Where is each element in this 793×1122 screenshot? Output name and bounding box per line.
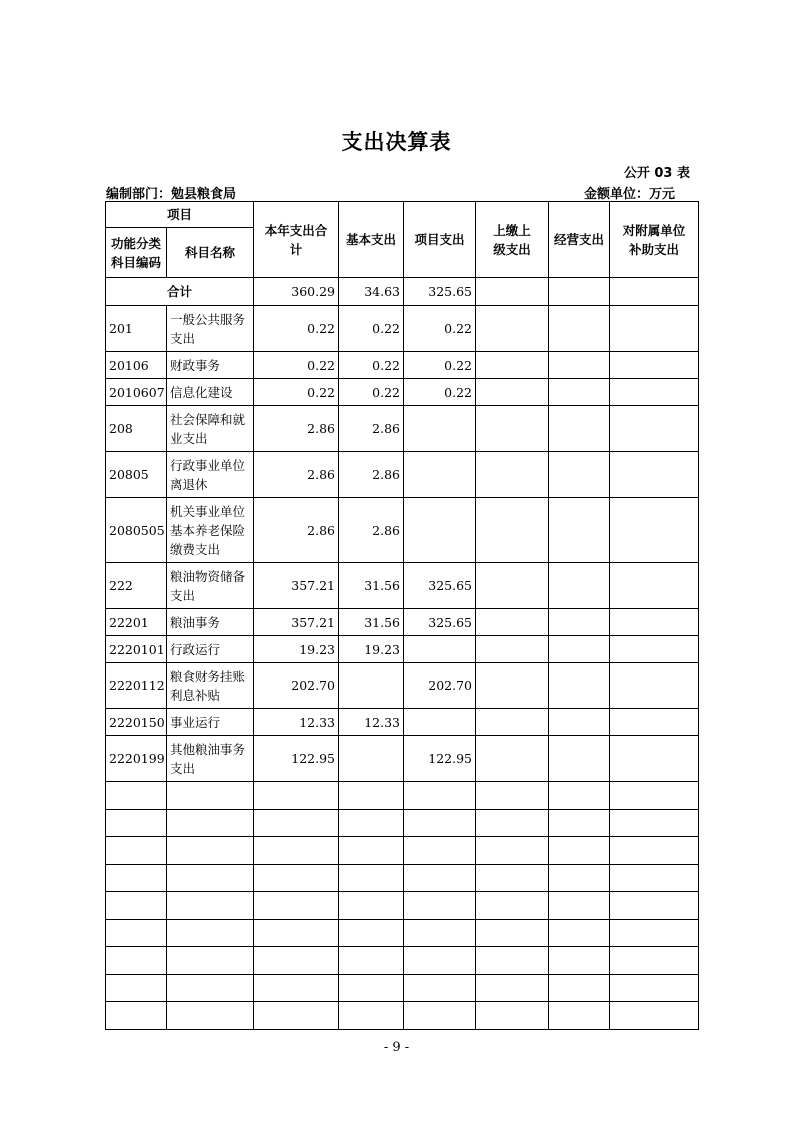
empty-cell [610, 1002, 699, 1030]
total-row [106, 278, 699, 306]
empty-cell [106, 864, 167, 892]
total-cell: 357.21 [254, 563, 339, 609]
empty-row [106, 837, 699, 865]
business-cell [549, 306, 610, 352]
header-basic: 基本支出 [339, 202, 404, 278]
basic-cell: 34.63 [339, 278, 404, 306]
empty-cell [610, 919, 699, 947]
empty-row [106, 947, 699, 975]
empty-cell [167, 782, 254, 810]
empty-cell [167, 809, 254, 837]
empty-cell [106, 837, 167, 865]
upper-cell [476, 736, 549, 782]
empty-cell [254, 919, 339, 947]
empty-cell [549, 809, 610, 837]
header-total: 本年支出合计 [254, 202, 339, 278]
empty-cell [476, 837, 549, 865]
table-row [106, 306, 699, 352]
subsidiary-cell [610, 636, 699, 663]
upper-cell [476, 406, 549, 452]
upper-cell [476, 379, 549, 406]
page-number: - 9 - [383, 1040, 410, 1055]
empty-cell [167, 864, 254, 892]
empty-cell [549, 892, 610, 920]
subsidiary-cell [610, 736, 699, 782]
project-cell [404, 636, 476, 663]
empty-cell [106, 1002, 167, 1030]
form-number: 公开 03 表 [623, 166, 690, 181]
code-cell: 2220199 [106, 736, 167, 782]
empty-cell [476, 892, 549, 920]
code-cell: 20805 [106, 452, 167, 498]
empty-cell [167, 837, 254, 865]
empty-cell [167, 892, 254, 920]
code-cell: 201 [106, 306, 167, 352]
project-cell: 202.70 [404, 663, 476, 709]
project-cell [404, 709, 476, 736]
business-cell [549, 663, 610, 709]
name-cell: 机关事业单位基本养老保险缴费支出 [167, 498, 254, 563]
header-upper: 上缴上级支出 [476, 202, 549, 278]
name-cell: 社会保障和就业支出 [167, 406, 254, 452]
empty-cell [404, 974, 476, 1002]
empty-cell [404, 782, 476, 810]
empty-cell [404, 947, 476, 975]
name-cell: 信息化建设 [167, 379, 254, 406]
header-project-expenditure: 项目支出 [404, 202, 476, 278]
empty-cell [339, 782, 404, 810]
upper-cell [476, 636, 549, 663]
empty-cell [106, 947, 167, 975]
upper-cell [476, 278, 549, 306]
table-row [106, 352, 699, 379]
empty-cell [404, 809, 476, 837]
business-cell [549, 563, 610, 609]
empty-cell [167, 919, 254, 947]
table-row [106, 609, 699, 636]
code-cell: 20106 [106, 352, 167, 379]
empty-cell [254, 809, 339, 837]
project-cell: 0.22 [404, 306, 476, 352]
total-cell: 12.33 [254, 709, 339, 736]
business-cell [549, 278, 610, 306]
project-cell [404, 406, 476, 452]
basic-cell: 0.22 [339, 352, 404, 379]
empty-cell [476, 974, 549, 1002]
basic-cell: 2.86 [339, 406, 404, 452]
empty-cell [404, 892, 476, 920]
empty-cell [106, 974, 167, 1002]
code-cell: 2220112 [106, 663, 167, 709]
business-cell [549, 406, 610, 452]
empty-cell [476, 947, 549, 975]
empty-cell [339, 809, 404, 837]
subsidiary-cell [610, 563, 699, 609]
code-cell: 2220101 [106, 636, 167, 663]
total-cell: 122.95 [254, 736, 339, 782]
empty-cell [339, 919, 404, 947]
empty-cell [404, 1002, 476, 1030]
header-name: 科目名称 [167, 228, 254, 278]
total-cell: 2.86 [254, 406, 339, 452]
empty-cell [610, 892, 699, 920]
project-cell: 122.95 [404, 736, 476, 782]
empty-cell [549, 947, 610, 975]
upper-cell [476, 663, 549, 709]
empty-cell [167, 1002, 254, 1030]
subsidiary-cell [610, 306, 699, 352]
business-cell [549, 636, 610, 663]
name-cell: 粮油物资储备支出 [167, 563, 254, 609]
basic-cell [339, 663, 404, 709]
code-cell: 222 [106, 563, 167, 609]
empty-cell [404, 864, 476, 892]
basic-cell: 2.86 [339, 498, 404, 563]
upper-cell [476, 452, 549, 498]
empty-cell [254, 864, 339, 892]
project-cell [404, 498, 476, 563]
business-cell [549, 709, 610, 736]
empty-cell [339, 947, 404, 975]
upper-cell [476, 498, 549, 563]
name-cell: 行政运行 [167, 636, 254, 663]
empty-cell [610, 782, 699, 810]
empty-cell [549, 974, 610, 1002]
table-row [106, 736, 699, 782]
subsidiary-cell [610, 498, 699, 563]
empty-cell [106, 919, 167, 947]
basic-cell: 31.56 [339, 609, 404, 636]
total-cell: 0.22 [254, 352, 339, 379]
table-row [106, 709, 699, 736]
empty-cell [610, 947, 699, 975]
empty-cell [476, 864, 549, 892]
empty-row [106, 892, 699, 920]
total-cell: 2.86 [254, 498, 339, 563]
upper-cell [476, 563, 549, 609]
total-cell: 0.22 [254, 379, 339, 406]
empty-cell [476, 919, 549, 947]
empty-cell [610, 809, 699, 837]
table-row [106, 663, 699, 709]
empty-row [106, 974, 699, 1002]
subsidiary-cell [610, 379, 699, 406]
total-cell: 2.86 [254, 452, 339, 498]
project-cell: 325.65 [404, 278, 476, 306]
empty-cell [476, 809, 549, 837]
project-cell: 325.65 [404, 609, 476, 636]
header-business: 经营支出 [549, 202, 610, 278]
empty-cell [254, 947, 339, 975]
empty-row [106, 809, 699, 837]
header-subsidiary: 对附属单位补助支出 [610, 202, 699, 278]
project-cell: 0.22 [404, 379, 476, 406]
empty-cell [610, 974, 699, 1002]
empty-cell [476, 782, 549, 810]
empty-row [106, 1002, 699, 1030]
empty-cell [106, 809, 167, 837]
empty-cell [167, 947, 254, 975]
business-cell [549, 736, 610, 782]
total-cell: 0.22 [254, 306, 339, 352]
page-title: 支出决算表 [341, 130, 452, 154]
empty-cell [610, 864, 699, 892]
name-cell: 财政事务 [167, 352, 254, 379]
table-row [106, 452, 699, 498]
name-cell: 事业运行 [167, 709, 254, 736]
empty-cell [339, 1002, 404, 1030]
empty-cell [106, 782, 167, 810]
basic-cell: 2.86 [339, 452, 404, 498]
upper-cell [476, 609, 549, 636]
code-cell: 22201 [106, 609, 167, 636]
basic-cell: 31.56 [339, 563, 404, 609]
name-cell: 粮食财务挂账利息补贴 [167, 663, 254, 709]
name-cell: 粮油事务 [167, 609, 254, 636]
department-label: 编制部门：勉县粮食局 [106, 187, 237, 202]
table-row [106, 379, 699, 406]
empty-cell [404, 919, 476, 947]
empty-cell [167, 974, 254, 1002]
upper-cell [476, 352, 549, 379]
basic-cell: 0.22 [339, 306, 404, 352]
empty-cell [549, 919, 610, 947]
business-cell [549, 379, 610, 406]
business-cell [549, 452, 610, 498]
empty-cell [254, 1002, 339, 1030]
total-cell: 202.70 [254, 663, 339, 709]
header-project: 项目 [106, 202, 254, 228]
table-row [106, 563, 699, 609]
business-cell [549, 352, 610, 379]
code-cell: 2220150 [106, 709, 167, 736]
subsidiary-cell [610, 609, 699, 636]
empty-cell [339, 864, 404, 892]
project-cell [404, 452, 476, 498]
code-cell: 2010607 [106, 379, 167, 406]
empty-cell [254, 892, 339, 920]
upper-cell [476, 709, 549, 736]
empty-cell [254, 974, 339, 1002]
empty-row [106, 919, 699, 947]
empty-cell [106, 892, 167, 920]
empty-cell [339, 892, 404, 920]
empty-cell [254, 782, 339, 810]
basic-cell: 12.33 [339, 709, 404, 736]
business-cell [549, 609, 610, 636]
project-cell: 325.65 [404, 563, 476, 609]
empty-cell [339, 837, 404, 865]
empty-cell [549, 1002, 610, 1030]
name-cell: 行政事业单位离退休 [167, 452, 254, 498]
expenditure-table [105, 201, 699, 1030]
total-cell: 357.21 [254, 609, 339, 636]
project-cell: 0.22 [404, 352, 476, 379]
upper-cell [476, 306, 549, 352]
empty-row [106, 864, 699, 892]
subsidiary-cell [610, 663, 699, 709]
table-row [106, 406, 699, 452]
code-cell: 2080505 [106, 498, 167, 563]
empty-cell [549, 837, 610, 865]
subsidiary-cell [610, 278, 699, 306]
total-cell: 360.29 [254, 278, 339, 306]
empty-row [106, 782, 699, 810]
subsidiary-cell [610, 406, 699, 452]
business-cell [549, 498, 610, 563]
code-cell: 208 [106, 406, 167, 452]
total-cell: 19.23 [254, 636, 339, 663]
empty-cell [610, 837, 699, 865]
subsidiary-cell [610, 709, 699, 736]
empty-cell [339, 974, 404, 1002]
amount-unit-label: 金额单位：万元 [583, 187, 675, 202]
name-cell: 其他粮油事务支出 [167, 736, 254, 782]
empty-cell [476, 1002, 549, 1030]
table-row [106, 498, 699, 563]
name-cell: 一般公共服务支出 [167, 306, 254, 352]
subsidiary-cell [610, 452, 699, 498]
total-label: 合计 [106, 278, 254, 306]
empty-cell [549, 782, 610, 810]
header-code: 功能分类科目编码 [106, 228, 167, 278]
empty-cell [549, 864, 610, 892]
table-row [106, 636, 699, 663]
basic-cell: 0.22 [339, 379, 404, 406]
basic-cell [339, 736, 404, 782]
basic-cell: 19.23 [339, 636, 404, 663]
empty-cell [254, 837, 339, 865]
subsidiary-cell [610, 352, 699, 379]
empty-cell [404, 837, 476, 865]
